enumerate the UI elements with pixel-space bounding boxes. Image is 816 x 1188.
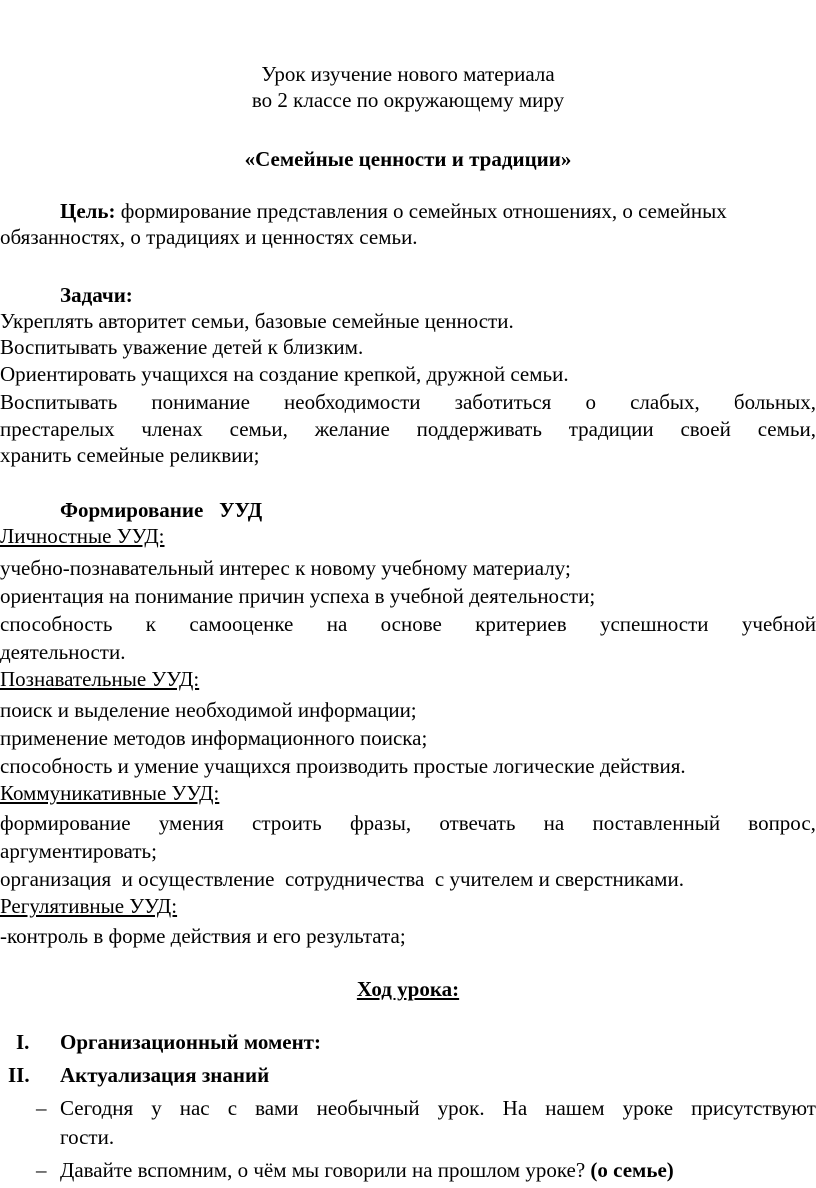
word: формирование: [0, 811, 131, 835]
word: семьи,: [757, 417, 816, 441]
personal-uud-item-1: учебно-познавательный интерес к новому учебному материалу;: [0, 556, 571, 580]
word: строить: [252, 811, 322, 835]
word: отвечать: [439, 811, 516, 835]
task-item-4-line-1: [0, 389, 816, 415]
goal-line-1: [60, 198, 727, 224]
word: на: [543, 811, 565, 835]
task-item-3: Ориентировать учащихся на создание крепкой, дружной семьи.: [0, 362, 569, 386]
word: Воспитывать: [0, 390, 118, 414]
cognitive-uud-item-1: поиск и выделение необходимой информации;: [0, 698, 417, 722]
word: самооценке: [189, 612, 294, 636]
personal-uud-item-3-line-1: [0, 611, 816, 637]
word: к: [145, 612, 156, 636]
word: с: [227, 1096, 238, 1120]
word: нашем: [545, 1096, 605, 1120]
personal-uud-item-3-line-2: деятельности.: [0, 640, 126, 664]
word: больных,: [733, 390, 816, 414]
lesson-progress-heading: Ход урока:: [356, 977, 460, 1001]
word: своей: [680, 417, 731, 441]
regulatory-uud-heading: Регулятивные УУД:: [0, 894, 178, 918]
word: на: [326, 612, 348, 636]
word: престарелых: [0, 417, 115, 441]
uud-heading: Формирование УУД: [60, 498, 263, 522]
word: членах: [141, 417, 203, 441]
word: Сегодня: [60, 1096, 134, 1120]
cognitive-uud-item-3: способность и умение учащихся производить простые логические действия.: [0, 754, 686, 778]
word: традиции: [568, 417, 654, 441]
lesson-title: «Семейные ценности и традиции»: [244, 147, 572, 171]
stage-2-number: II.: [8, 1063, 30, 1087]
word: умения: [158, 811, 224, 835]
word: уроке: [622, 1096, 674, 1120]
communicative-uud-item-1-line-1: [0, 810, 816, 836]
bullet-1-line-1: [60, 1095, 816, 1121]
word: семьи,: [229, 417, 288, 441]
regulatory-uud-item: -контроль в форме действия и его результата;: [0, 924, 406, 948]
word: учебной: [741, 612, 816, 636]
goal-label: Цель:: [60, 199, 116, 223]
communicative-uud-item-1-line-2: аргументировать;: [0, 839, 157, 863]
word: о: [585, 390, 596, 414]
personal-uud-heading: Личностные УУД:: [0, 524, 165, 548]
stage-2-label: Актуализация знаний: [60, 1063, 270, 1087]
word: заботиться: [454, 390, 552, 414]
word: На: [502, 1096, 528, 1120]
task-item-4-line-3: хранить семейные реликвии;: [0, 443, 260, 467]
word: желание: [314, 417, 390, 441]
cognitive-uud-heading: Познавательные УУД:: [0, 667, 200, 691]
goal-text-1: формирование представления о семейных отношениях, о семейных: [120, 199, 727, 223]
word: способность: [0, 612, 113, 636]
stage-1-label: Организационный момент:: [60, 1030, 321, 1054]
word: основе: [380, 612, 442, 636]
tasks-heading: Задачи:: [60, 283, 133, 307]
stage-1-number: I.: [16, 1030, 30, 1054]
word: присутствуют: [691, 1096, 816, 1120]
bullet-1-dash: –: [36, 1096, 47, 1120]
bullet-2-text: [60, 1157, 674, 1183]
word: слабых,: [630, 390, 700, 414]
word: урок.: [437, 1096, 485, 1120]
lesson-grade-line: во 2 классе по окружающему миру: [251, 88, 565, 112]
task-item-2: Воспитывать уважение детей к близким.: [0, 335, 364, 359]
task-item-4-line-2: [0, 416, 816, 442]
goal-line-2: обязанностях, о традициях и ценностях семьи.: [0, 225, 418, 249]
word: нас: [179, 1096, 210, 1120]
lesson-type-line: Урок изучение нового материала: [261, 62, 555, 86]
bullet-2-answer: (о семье): [590, 1158, 674, 1182]
bullet-1-line-2: гости.: [60, 1125, 115, 1149]
task-item-1: Укреплять авторитет семьи, базовые семейные ценности.: [0, 309, 514, 333]
word: необычный: [316, 1096, 420, 1120]
word: успешности: [599, 612, 709, 636]
communicative-uud-heading: Коммуникативные УУД:: [0, 781, 220, 805]
bullet-2-question: Давайте вспомним, о чём мы говорили на прошлом уроке?: [60, 1158, 591, 1182]
communicative-uud-item-2: организация и осуществление сотрудничества с учителем и сверстниками.: [0, 867, 684, 891]
word: необходимости: [284, 390, 421, 414]
word: понимание: [151, 390, 250, 414]
bullet-2-dash: –: [36, 1158, 47, 1182]
personal-uud-item-2: ориентация на понимание причин успеха в учебной деятельности;: [0, 584, 596, 608]
word: у: [151, 1096, 162, 1120]
word: вопрос,: [748, 811, 816, 835]
word: вами: [255, 1096, 299, 1120]
cognitive-uud-item-2: применение методов информационного поиска;: [0, 726, 428, 750]
word: критериев: [475, 612, 567, 636]
word: поставленный: [592, 811, 721, 835]
word: фразы,: [350, 811, 412, 835]
word: поддерживать: [416, 417, 542, 441]
